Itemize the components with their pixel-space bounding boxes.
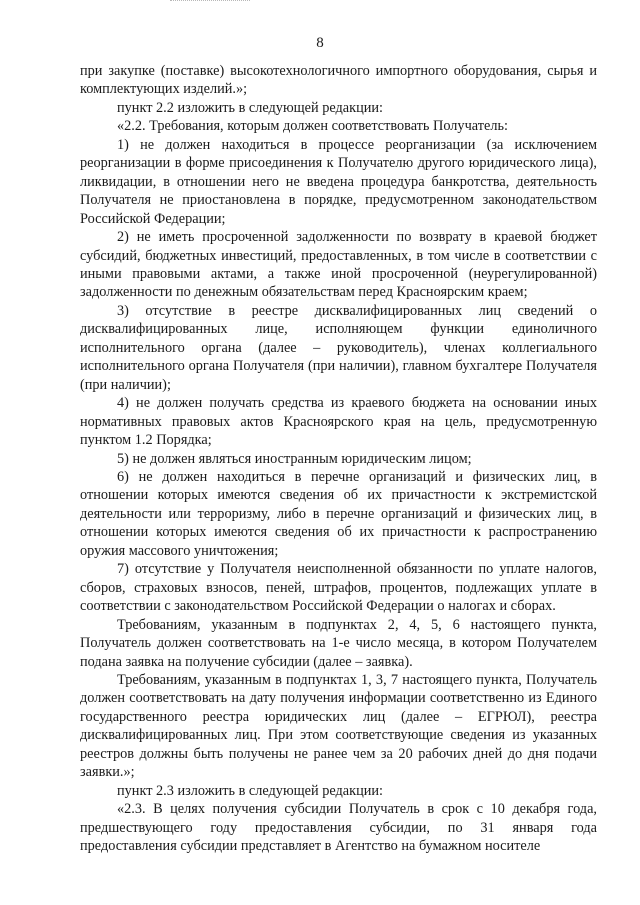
paragraph: 3) отсутствие в реестре дисквалифицированных лиц сведений о дисквалифицированных лице, исполняющем функции единоличного исполнительного органа (далее – руководитель), членах коллегиального исполнительного органа Получателя (при наличии), главном бухгалтере Получателя (при наличии); [80,302,597,393]
paragraph: при закупке (поставке) высокотехнологичного импортного оборудования, сырья и комплектующих изделий.»; [80,63,597,98]
paragraph: пункт 2.3 изложить в следующей редакции: [117,782,384,799]
paragraph: 6) не должен находиться в перечне организаций и физических лиц, в отношении которых имеются сведения об их причастности к экстремистской деятельности или терроризму, либо в перечне организаций и физических лиц, в отношении которых имеются сведения об их причастности к распространению оружия массового уничтожения; [80,468,597,559]
paragraph: 7) отсутствие у Получателя неисполненной обязанности по уплате налогов, сборов, страховых взносов, пеней, штрафов, процентов, подлежащих уплате в соответствии с законодательством Российской Федерации о налогах и сборах. [80,561,597,615]
paragraph: «2.2. Требования, которым должен соответствовать Получатель: [117,118,508,135]
paragraph: 4) не должен получать средства из краевого бюджета на основании иных нормативных правовых актов Красноярского края на цель, предусмотренную пунктом 1.2 Порядка; [80,395,597,449]
paragraph: 2) не иметь просроченной задолженности по возврату в краевой бюджет субсидий, бюджетных инвестиций, предоставленных, в том числе в соответствии с иными правовыми актами, а также иной просроченной (неурегулированной) задолженности по денежным обязательствам перед Красноярским краем; [80,229,597,301]
paragraph: «2.3. В целях получения субсидии Получатель в срок с 10 декабря года, предшествующего году предоставления субсидии, по 31 января года предоставления субсидии представляет в Агентство на бумажном носителе [80,801,597,855]
page-bottom-edge [0,895,640,905]
paragraph: Требованиям, указанным в подпунктах 2, 4, 5, 6 настоящего пункта, Получатель должен соответствовать на 1-е число месяца, в котором Получателем подана заявка на получение субсидии (далее – заявка). [80,616,597,670]
paragraph: 5) не должен являться иностранным юридическим лицом; [117,450,472,467]
scan-artifact [170,0,250,4]
document-body [80,62,597,855]
paragraph: пункт 2.2 изложить в следующей редакции: [117,99,384,116]
paragraph: 1) не должен находиться в процессе реорганизации (за исключением реорганизации в форме присоединения к Получателю другого юридического лица), ликвидации, в отношении него не введена процедура банкротства, деятельность Получателя не приостановлена в порядке, предусмотренном законодательством Российской Федерации; [80,136,597,227]
paragraph: Требованиям, указанным в подпунктах 1, 3, 7 настоящего пункта, Получатель должен соответствовать на дату получения информации соответственно из Единого государственного реестра юридических лиц (далее – ЕГРЮЛ), реестра дисквалифицированных лиц. При этом соответствующие сведения из указанных реестров должны быть получены не ранее чем за 20 рабочих дней до дня подачи заявки.»; [80,671,597,781]
page-number: 8 [316,35,324,51]
